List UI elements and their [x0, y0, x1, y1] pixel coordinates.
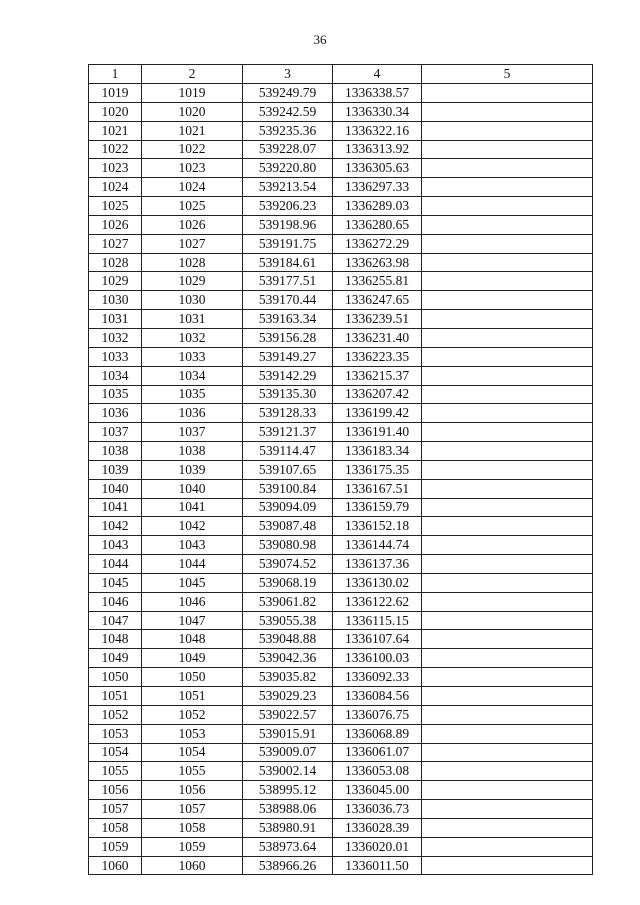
table-row [89, 479, 593, 498]
table-cell: 1336084.56 [333, 687, 422, 706]
table-cell [422, 347, 593, 366]
table-row [89, 385, 593, 404]
table-cell: 539128.33 [243, 404, 333, 423]
table-cell [422, 234, 593, 253]
table-row [89, 498, 593, 517]
table-cell: 1059 [142, 837, 243, 856]
table-row [89, 611, 593, 630]
table-cell: 1034 [142, 366, 243, 385]
table-cell: 1042 [89, 517, 142, 536]
table-cell: 539074.52 [243, 555, 333, 574]
table-cell: 539055.38 [243, 611, 333, 630]
table-cell [422, 781, 593, 800]
table-cell: 1026 [89, 215, 142, 234]
table-cell: 1044 [142, 555, 243, 574]
table-row [89, 592, 593, 611]
table-cell: 1045 [142, 573, 243, 592]
table-row [89, 328, 593, 347]
table-cell: 539087.48 [243, 517, 333, 536]
table-row [89, 800, 593, 819]
table-cell: 1032 [89, 328, 142, 347]
table-cell: 1021 [89, 121, 142, 140]
table-cell: 539061.82 [243, 592, 333, 611]
table-cell: 1049 [142, 649, 243, 668]
table-cell: 539191.75 [243, 234, 333, 253]
table-cell: 1037 [142, 423, 243, 442]
table-cell: 539042.36 [243, 649, 333, 668]
column-header: 5 [422, 65, 593, 84]
table-cell [422, 611, 593, 630]
table-cell: 1024 [142, 178, 243, 197]
table-cell: 1051 [89, 687, 142, 706]
table-row [89, 743, 593, 762]
table-cell [422, 253, 593, 272]
table-cell: 1030 [89, 291, 142, 310]
table-cell: 1021 [142, 121, 243, 140]
table-cell: 539100.84 [243, 479, 333, 498]
table-cell: 1060 [89, 856, 142, 875]
table-cell: 1336263.98 [333, 253, 422, 272]
table-row [89, 404, 593, 423]
table-cell [422, 705, 593, 724]
table-cell: 1047 [142, 611, 243, 630]
column-header: 1 [89, 65, 142, 84]
table-cell: 1041 [89, 498, 142, 517]
table-cell: 1055 [142, 762, 243, 781]
table-cell: 1057 [142, 800, 243, 819]
table-cell: 1336207.42 [333, 385, 422, 404]
table-cell: 1019 [89, 84, 142, 103]
table-cell: 539170.44 [243, 291, 333, 310]
table-cell [422, 724, 593, 743]
table-row [89, 442, 593, 461]
table-cell [422, 479, 593, 498]
table-cell: 1053 [89, 724, 142, 743]
table-cell [422, 328, 593, 347]
table-cell: 1336297.33 [333, 178, 422, 197]
table-cell: 1336137.36 [333, 555, 422, 574]
table-cell: 1336144.74 [333, 536, 422, 555]
table-cell [422, 291, 593, 310]
table-cell: 539206.23 [243, 197, 333, 216]
table-cell [422, 592, 593, 611]
table-cell: 1057 [89, 800, 142, 819]
table-cell: 1336100.03 [333, 649, 422, 668]
table-cell: 1336130.02 [333, 573, 422, 592]
table-cell: 1336330.34 [333, 102, 422, 121]
table-cell: 538980.91 [243, 818, 333, 837]
table-cell: 1056 [89, 781, 142, 800]
table-cell: 1035 [89, 385, 142, 404]
table-cell: 1039 [142, 460, 243, 479]
table-cell: 1036 [89, 404, 142, 423]
column-header: 4 [333, 65, 422, 84]
table-cell: 1336239.51 [333, 310, 422, 329]
table-cell: 1029 [142, 272, 243, 291]
table-cell: 1056 [142, 781, 243, 800]
table-cell [422, 818, 593, 837]
table-cell: 539121.37 [243, 423, 333, 442]
table-cell: 1024 [89, 178, 142, 197]
table-cell [422, 856, 593, 875]
table-row [89, 687, 593, 706]
table-cell: 1048 [89, 630, 142, 649]
table-cell: 1059 [89, 837, 142, 856]
table-row [89, 215, 593, 234]
table-cell: 1050 [89, 668, 142, 687]
table-cell: 539177.51 [243, 272, 333, 291]
table-cell: 539114.47 [243, 442, 333, 461]
table-cell: 1031 [142, 310, 243, 329]
table-row [89, 140, 593, 159]
table-cell [422, 366, 593, 385]
table-cell: 1033 [89, 347, 142, 366]
table-cell: 1038 [142, 442, 243, 461]
table-cell: 539022.57 [243, 705, 333, 724]
column-header: 3 [243, 65, 333, 84]
table-cell: 1039 [89, 460, 142, 479]
table-cell: 1336183.34 [333, 442, 422, 461]
table-row [89, 347, 593, 366]
table-cell: 539107.65 [243, 460, 333, 479]
table-row [89, 705, 593, 724]
table-row [89, 837, 593, 856]
table-cell: 1028 [89, 253, 142, 272]
table-cell [422, 743, 593, 762]
table-cell: 539015.91 [243, 724, 333, 743]
table-cell: 1053 [142, 724, 243, 743]
table-row [89, 423, 593, 442]
table-cell: 539149.27 [243, 347, 333, 366]
table-cell: 1336152.18 [333, 517, 422, 536]
table-cell: 539035.82 [243, 668, 333, 687]
table-cell: 1048 [142, 630, 243, 649]
table-cell: 1336107.64 [333, 630, 422, 649]
table-cell: 539002.14 [243, 762, 333, 781]
table-cell: 1336011.50 [333, 856, 422, 875]
table-cell: 1020 [142, 102, 243, 121]
table-row [89, 102, 593, 121]
table-row [89, 253, 593, 272]
table-cell: 538995.12 [243, 781, 333, 800]
table-cell: 1033 [142, 347, 243, 366]
table-cell: 539135.30 [243, 385, 333, 404]
table-cell: 1336322.16 [333, 121, 422, 140]
table-cell: 1046 [89, 592, 142, 611]
table-cell [422, 385, 593, 404]
table-cell: 1336280.65 [333, 215, 422, 234]
table-row [89, 310, 593, 329]
table-cell: 1054 [142, 743, 243, 762]
table-cell: 1022 [89, 140, 142, 159]
table-cell: 1050 [142, 668, 243, 687]
table-cell: 1038 [89, 442, 142, 461]
table-cell: 1023 [89, 159, 142, 178]
table-cell: 539048.88 [243, 630, 333, 649]
table-cell: 1336122.62 [333, 592, 422, 611]
table-cell: 539068.19 [243, 573, 333, 592]
table-row [89, 536, 593, 555]
table-cell: 539242.59 [243, 102, 333, 121]
column-header: 2 [142, 65, 243, 84]
table-cell: 1041 [142, 498, 243, 517]
table-cell: 539220.80 [243, 159, 333, 178]
table-row [89, 460, 593, 479]
table-row [89, 762, 593, 781]
table-cell: 1045 [89, 573, 142, 592]
table-cell: 1036 [142, 404, 243, 423]
table-cell: 1336191.40 [333, 423, 422, 442]
table-cell: 1032 [142, 328, 243, 347]
table-cell: 539228.07 [243, 140, 333, 159]
table-cell: 1060 [142, 856, 243, 875]
table-cell: 1049 [89, 649, 142, 668]
table-row [89, 517, 593, 536]
table-cell [422, 178, 593, 197]
table-cell: 1026 [142, 215, 243, 234]
table-cell [422, 215, 593, 234]
table-cell: 1336068.89 [333, 724, 422, 743]
table-cell: 539009.07 [243, 743, 333, 762]
table-row [89, 555, 593, 574]
table-cell: 1037 [89, 423, 142, 442]
table-cell: 1052 [89, 705, 142, 724]
table-cell: 1035 [142, 385, 243, 404]
table-cell: 1336313.92 [333, 140, 422, 159]
table-cell: 1023 [142, 159, 243, 178]
table-cell [422, 423, 593, 442]
table-cell [422, 630, 593, 649]
table-cell [422, 159, 593, 178]
table-row [89, 366, 593, 385]
table-cell [422, 687, 593, 706]
table-cell: 1058 [142, 818, 243, 837]
table-cell: 1027 [89, 234, 142, 253]
table-row [89, 197, 593, 216]
table-row [89, 668, 593, 687]
table-cell: 539156.28 [243, 328, 333, 347]
table-cell: 1336175.35 [333, 460, 422, 479]
table-cell [422, 310, 593, 329]
table-cell [422, 573, 593, 592]
table-cell: 539249.79 [243, 84, 333, 103]
table-cell [422, 837, 593, 856]
table-row [89, 856, 593, 875]
coordinates-table [88, 64, 593, 875]
table-cell [422, 272, 593, 291]
table-cell: 1044 [89, 555, 142, 574]
table-row [89, 84, 593, 103]
table-row [89, 630, 593, 649]
table-cell: 539142.29 [243, 366, 333, 385]
table-cell: 1336028.39 [333, 818, 422, 837]
table-cell: 1040 [142, 479, 243, 498]
table-cell: 1336020.01 [333, 837, 422, 856]
table-cell: 1336159.79 [333, 498, 422, 517]
table-row [89, 724, 593, 743]
table-cell: 539235.36 [243, 121, 333, 140]
table-cell: 1336061.07 [333, 743, 422, 762]
table-header-row [89, 65, 593, 84]
table-cell: 1054 [89, 743, 142, 762]
table-row [89, 178, 593, 197]
table-cell: 538966.26 [243, 856, 333, 875]
table-cell: 1336231.40 [333, 328, 422, 347]
table-cell: 1336247.65 [333, 291, 422, 310]
table-cell: 1040 [89, 479, 142, 498]
table-cell: 539094.09 [243, 498, 333, 517]
table-cell [422, 121, 593, 140]
table-cell [422, 404, 593, 423]
table-cell [422, 649, 593, 668]
table-cell: 1019 [142, 84, 243, 103]
table-cell [422, 555, 593, 574]
table-cell [422, 102, 593, 121]
table-cell [422, 536, 593, 555]
table-body [89, 84, 593, 875]
page-number: 36 [313, 32, 327, 47]
table-cell: 1046 [142, 592, 243, 611]
table-cell: 1042 [142, 517, 243, 536]
table-cell: 1052 [142, 705, 243, 724]
table-cell: 1336255.81 [333, 272, 422, 291]
table-cell: 1020 [89, 102, 142, 121]
table-cell: 1028 [142, 253, 243, 272]
table-row [89, 781, 593, 800]
table-cell [422, 140, 593, 159]
table-cell [422, 517, 593, 536]
table-cell: 1336338.57 [333, 84, 422, 103]
table-cell: 539198.96 [243, 215, 333, 234]
table-cell: 539184.61 [243, 253, 333, 272]
table-cell: 1025 [89, 197, 142, 216]
table-cell: 539213.54 [243, 178, 333, 197]
table-cell [422, 762, 593, 781]
table-cell [422, 84, 593, 103]
table-row [89, 573, 593, 592]
table-cell: 538973.64 [243, 837, 333, 856]
table-cell: 1336092.33 [333, 668, 422, 687]
table-cell: 1022 [142, 140, 243, 159]
table-cell: 1336215.37 [333, 366, 422, 385]
table-cell: 1336115.15 [333, 611, 422, 630]
table-row [89, 272, 593, 291]
table-cell: 1043 [142, 536, 243, 555]
table-cell: 1031 [89, 310, 142, 329]
table-cell: 1034 [89, 366, 142, 385]
table-cell: 1336076.75 [333, 705, 422, 724]
table-row [89, 159, 593, 178]
table-cell: 1047 [89, 611, 142, 630]
table-cell: 1336305.63 [333, 159, 422, 178]
table-cell: 1336199.42 [333, 404, 422, 423]
table-cell: 539080.98 [243, 536, 333, 555]
table-cell: 1336223.35 [333, 347, 422, 366]
table-cell: 1336289.03 [333, 197, 422, 216]
table-row [89, 291, 593, 310]
table-cell: 1336036.73 [333, 800, 422, 819]
table-cell: 1043 [89, 536, 142, 555]
table-row [89, 121, 593, 140]
table-cell: 1336167.51 [333, 479, 422, 498]
table-cell: 1027 [142, 234, 243, 253]
table-row [89, 649, 593, 668]
table-cell: 1030 [142, 291, 243, 310]
table-cell [422, 800, 593, 819]
table-cell [422, 498, 593, 517]
table-cell: 1058 [89, 818, 142, 837]
table-cell [422, 442, 593, 461]
table-cell: 1336272.29 [333, 234, 422, 253]
table-cell [422, 668, 593, 687]
table-cell: 1051 [142, 687, 243, 706]
table-cell: 1336045.00 [333, 781, 422, 800]
table-cell: 1336053.08 [333, 762, 422, 781]
table-cell: 539163.34 [243, 310, 333, 329]
table-cell: 1029 [89, 272, 142, 291]
table-cell [422, 197, 593, 216]
table-cell: 1055 [89, 762, 142, 781]
table-cell: 538988.06 [243, 800, 333, 819]
table-cell [422, 460, 593, 479]
table-row [89, 234, 593, 253]
table-row [89, 818, 593, 837]
table-cell: 539029.23 [243, 687, 333, 706]
table-cell: 1025 [142, 197, 243, 216]
